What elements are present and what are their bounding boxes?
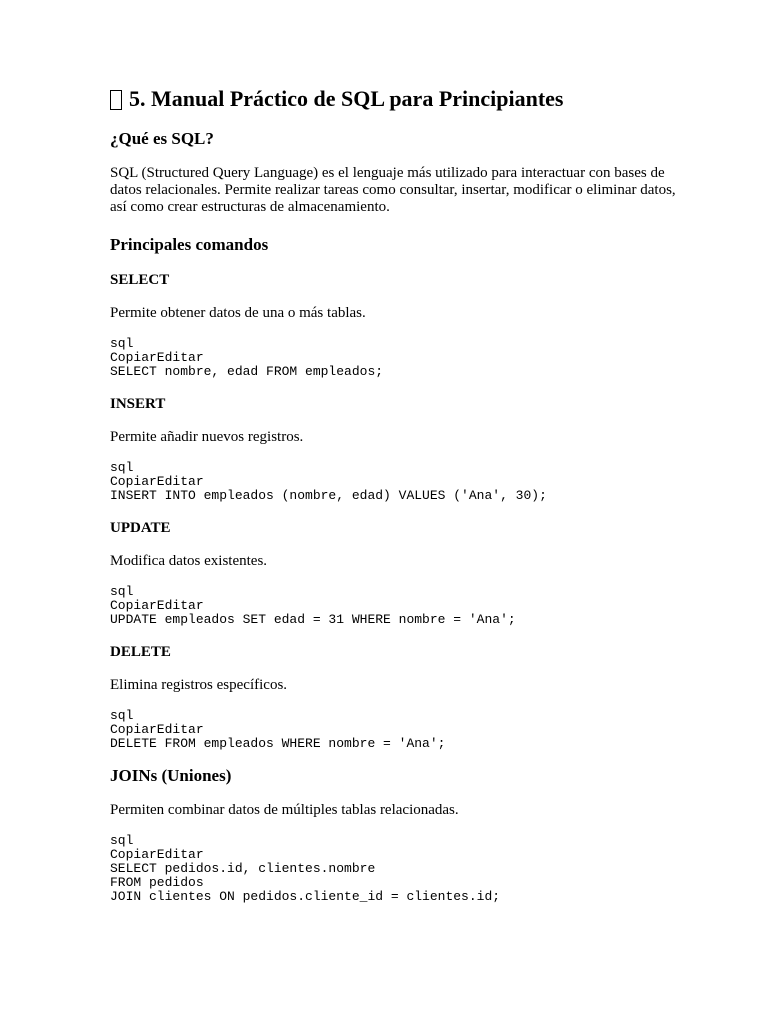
command-description-delete: Elimina registros específicos. — [110, 677, 288, 693]
code-language-label: sql — [110, 336, 134, 351]
code-line: SELECT pedidos.id, clientes.nombre — [110, 861, 376, 876]
joins-description: Permiten combinar datos de múltiples tablas relacionadas. — [110, 802, 459, 818]
code-block-select — [110, 337, 690, 379]
command-description-update: Modifica datos existentes. — [110, 553, 268, 569]
code-line: SELECT nombre, edad FROM empleados; — [110, 364, 384, 379]
command-heading-select: SELECT — [110, 272, 170, 288]
page-title — [110, 84, 690, 114]
code-block-insert — [110, 461, 690, 503]
code-language-label: sql — [110, 460, 134, 475]
code-language-label: sql — [110, 833, 134, 848]
commands-heading: Principales comandos — [110, 235, 269, 254]
copy-edit-label[interactable]: CopiarEditar — [110, 722, 204, 737]
code-line: FROM pedidos — [110, 875, 204, 890]
code-line: UPDATE empleados SET edad = 31 WHERE nombre = 'Ana'; — [110, 612, 516, 627]
missing-glyph-icon — [110, 90, 122, 110]
copy-edit-label[interactable]: CopiarEditar — [110, 847, 204, 862]
code-block-delete — [110, 709, 690, 751]
command-description-select: Permite obtener datos de una o más tablas. — [110, 305, 366, 321]
page-title-text: 5. Manual Práctico de SQL para Principiantes — [129, 86, 564, 111]
code-language-label: sql — [110, 584, 134, 599]
copy-edit-label[interactable]: CopiarEditar — [110, 598, 204, 613]
code-block-update — [110, 585, 690, 627]
joins-heading: JOINs (Uniones) — [110, 766, 232, 785]
code-line: INSERT INTO empleados (nombre, edad) VALUES ('Ana', 30); — [110, 488, 547, 503]
code-line: JOIN clientes ON pedidos.cliente_id = clientes.id; — [110, 889, 501, 904]
command-heading-delete: DELETE — [110, 644, 171, 660]
intro-heading: ¿Qué es SQL? — [110, 129, 214, 148]
code-block-joins — [110, 834, 690, 904]
document-page — [110, 84, 690, 904]
code-language-label: sql — [110, 708, 134, 723]
command-description-insert: Permite añadir nuevos registros. — [110, 429, 304, 445]
intro-paragraph: SQL (Structured Query Language) es el lenguaje más utilizado para interactuar con bases de datos relacionales. Permite realizar tareas como consultar, insertar, modificar o eliminar datos, así como crear estructuras de almacenamiento. — [110, 165, 676, 215]
copy-edit-label[interactable]: CopiarEditar — [110, 350, 204, 365]
command-heading-update: UPDATE — [110, 520, 171, 536]
command-heading-insert: INSERT — [110, 396, 166, 412]
code-line: DELETE FROM empleados WHERE nombre = 'Ana'; — [110, 736, 446, 751]
copy-edit-label[interactable]: CopiarEditar — [110, 474, 204, 489]
